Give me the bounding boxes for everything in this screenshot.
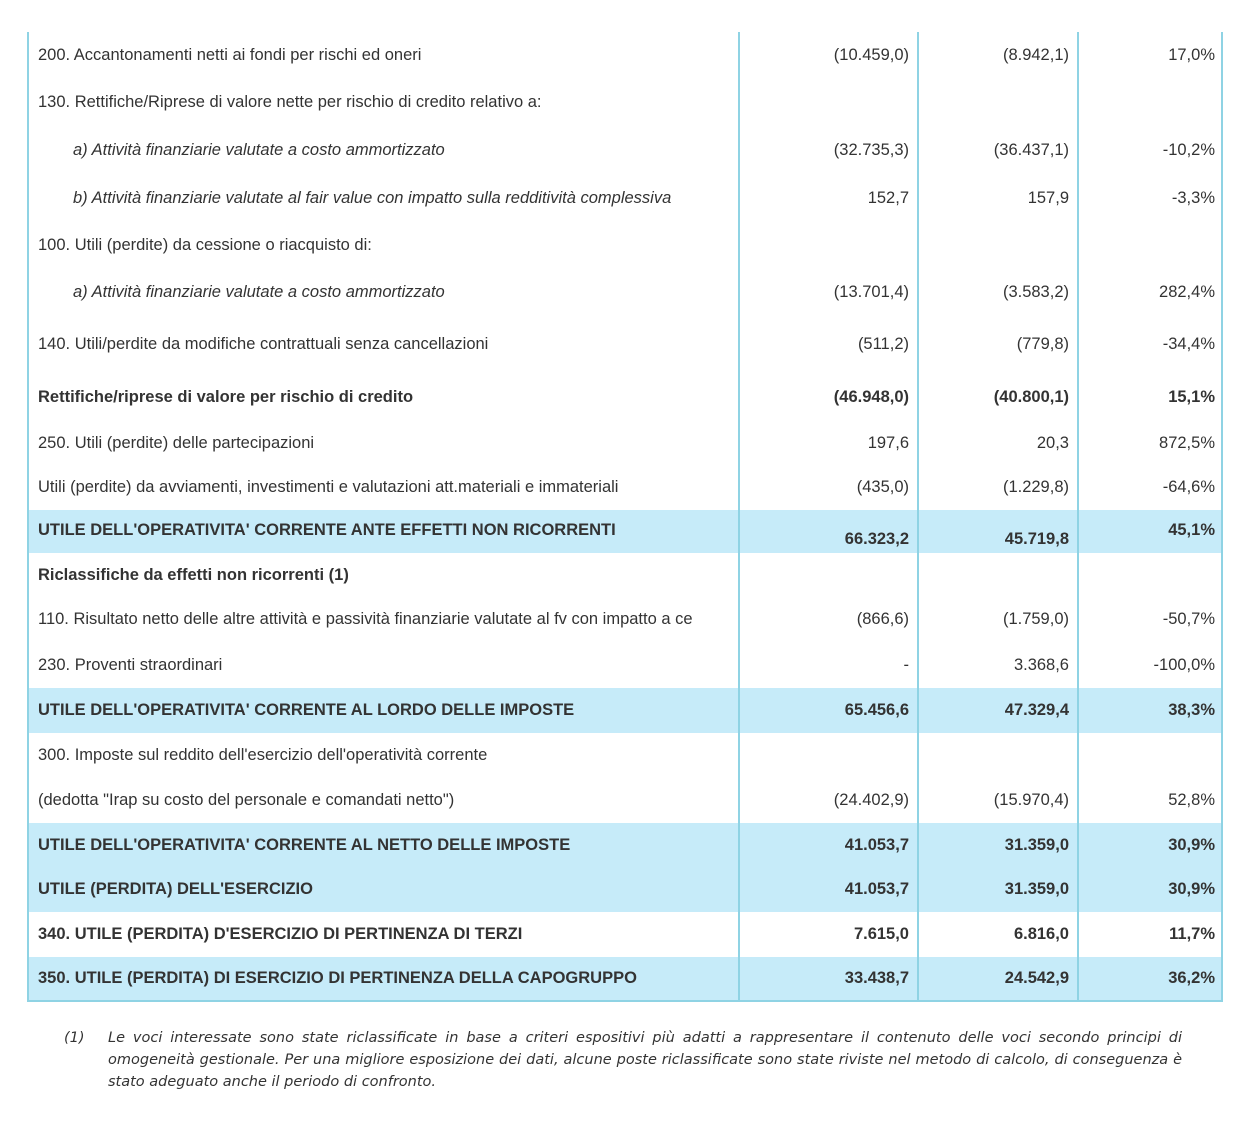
table-row-highlight — [29, 957, 1221, 1000]
table-row — [29, 372, 1221, 422]
value-col-2 — [919, 78, 1069, 126]
footnote-text: Le voci interessate sono state riclassificate in base a criteri espositivi più adatti a rappresentare il contenuto delle voci secondo principi di omogeneità gestionale. Per una migliore esposizione dei dati, alcune poste riclassificate sono state riviste nel metodo di calcolo, di conseguenza è stato adeguato anche il periodo di confronto. — [108, 1030, 1182, 1090]
row-label: UTILE DELL'OPERATIVITA' CORRENTE ANTE EFFETTI NON RICORRENTI — [38, 521, 616, 539]
value-col-2: (1.759,0) — [1002, 610, 1069, 628]
row-label: Riclassifiche da effetti non ricorrenti (1) — [38, 565, 349, 584]
value-col-2: 31.359,0 — [1004, 880, 1069, 898]
value-col-2: (1.229,8) — [1002, 477, 1069, 496]
value-col-3: -64,6% — [1162, 477, 1215, 496]
value-col-1: 41.053,7 — [844, 880, 909, 898]
value-col-1: (32.735,3) — [833, 140, 909, 159]
value-col-2 — [919, 553, 1069, 597]
value-col-1: (24.402,9) — [833, 791, 909, 809]
table-row — [29, 268, 1221, 316]
table-row — [29, 316, 1221, 372]
value-col-1: (511,2) — [857, 334, 909, 353]
value-col-1: (10.459,0) — [833, 45, 909, 64]
row-label: UTILE DELL'OPERATIVITA' CORRENTE AL LORDO DELLE IMPOSTE — [38, 701, 575, 719]
value-col-1: (46.948,0) — [833, 387, 909, 406]
table-row-highlight — [29, 510, 1221, 553]
table-row — [29, 642, 1221, 688]
table-row — [29, 912, 1221, 957]
value-col-2: (40.800,1) — [993, 387, 1069, 406]
row-label: a) Attività finanziarie valutate a costo ammortizzato — [73, 282, 445, 301]
value-col-3: 30,9% — [1168, 835, 1215, 854]
column-divider — [738, 32, 740, 1000]
value-col-3: 38,3% — [1168, 701, 1215, 719]
value-col-2: 157,9 — [1027, 188, 1069, 207]
table-row — [29, 222, 1221, 268]
row-label: Rettifiche/riprese di valore per rischio di credito — [38, 387, 414, 406]
value-col-2: (15.970,4) — [993, 791, 1069, 809]
row-label: 130. Rettifiche/Riprese di valore nette per rischio di credito relativo a: — [38, 92, 542, 111]
column-divider — [1077, 32, 1079, 1000]
row-label: UTILE (PERDITA) DELL'ESERCIZIO — [38, 880, 313, 898]
value-col-3: 36,2% — [1168, 969, 1215, 987]
row-label: 140. Utili/perdite da modifiche contrattuali senza cancellazioni — [38, 334, 489, 353]
value-col-1 — [739, 553, 909, 597]
table-row — [29, 174, 1221, 222]
value-col-2: (779,8) — [1016, 334, 1069, 353]
value-col-3 — [1079, 222, 1215, 268]
value-col-3: 17,0% — [1168, 45, 1215, 64]
row-label: 200. Accantonamenti netti ai fondi per rischi ed oneri — [38, 45, 422, 64]
value-col-1: 197,6 — [867, 433, 909, 452]
row-label: 350. UTILE (PERDITA) DI ESERCIZIO DI PERTINENZA DELLA CAPOGRUPPO — [38, 969, 637, 987]
table-row-highlight — [29, 688, 1221, 733]
value-col-3: -10,2% — [1162, 140, 1215, 159]
value-col-2: (8.942,1) — [1002, 45, 1069, 64]
row-label: b) Attività finanziarie valutate al fair value con impatto sulla redditività complessiva — [73, 188, 672, 207]
value-col-3: -100,0% — [1153, 655, 1215, 674]
value-col-2: 24.542,9 — [1004, 969, 1069, 987]
value-col-3: -50,7% — [1162, 610, 1215, 628]
table-row — [29, 32, 1221, 78]
value-col-2: 45.719,8 — [1004, 530, 1069, 548]
value-col-1: 65.456,6 — [844, 701, 909, 719]
value-col-2 — [919, 733, 1069, 778]
row-label: Utili (perdite) da avviamenti, investimenti e valutazioni att.materiali e immateriali — [38, 477, 619, 496]
table-row — [29, 422, 1221, 464]
table-row — [29, 126, 1221, 174]
value-col-3: -3,3% — [1171, 188, 1215, 207]
value-col-1: (866,6) — [856, 610, 909, 628]
value-col-3: 30,9% — [1168, 880, 1215, 898]
value-col-3: 872,5% — [1159, 433, 1215, 452]
value-col-1: - — [903, 655, 909, 674]
value-col-2: 20,3 — [1036, 433, 1069, 452]
value-col-2: 3.368,6 — [1013, 655, 1069, 674]
value-col-2: 47.329,4 — [1004, 701, 1069, 719]
value-col-1: 66.323,2 — [844, 530, 909, 548]
value-col-2: (36.437,1) — [993, 140, 1069, 159]
table-row — [29, 553, 1221, 597]
table-row-highlight — [29, 867, 1221, 912]
value-col-2 — [919, 222, 1069, 268]
value-col-1: 152,7 — [867, 188, 909, 207]
row-label: 100. Utili (perdite) da cessione o riacquisto di: — [38, 235, 372, 254]
column-divider — [917, 32, 919, 1000]
value-col-1: (13.701,4) — [833, 282, 909, 301]
value-col-3: -34,4% — [1162, 334, 1215, 353]
value-col-3 — [1079, 78, 1215, 126]
value-col-1: 33.438,7 — [844, 969, 909, 987]
value-col-2: 31.359,0 — [1004, 835, 1069, 854]
value-col-1: (435,0) — [856, 477, 909, 496]
table-row-highlight — [29, 823, 1221, 867]
row-label: (dedotta "Irap su costo del personale e comandati netto") — [38, 791, 455, 809]
table-row — [29, 597, 1221, 642]
row-label: UTILE DELL'OPERATIVITA' CORRENTE AL NETTO DELLE IMPOSTE — [38, 835, 571, 854]
row-label: 340. UTILE (PERDITA) D'ESERCIZIO DI PERTINENZA DI TERZI — [38, 925, 523, 943]
value-col-2: 6.816,0 — [1013, 925, 1069, 943]
footnote-marker: (1) — [64, 1030, 85, 1046]
row-label: 230. Proventi straordinari — [38, 655, 223, 674]
value-col-1: 41.053,7 — [844, 835, 909, 854]
value-col-1 — [739, 733, 909, 778]
value-col-3: 282,4% — [1159, 282, 1215, 301]
footnote — [64, 1027, 1182, 1093]
value-col-3: 11,7% — [1169, 925, 1215, 943]
value-col-3 — [1079, 553, 1215, 597]
row-label: 300. Imposte sul reddito dell'esercizio dell'operatività corrente — [38, 746, 488, 764]
table-row — [29, 733, 1221, 778]
table-row — [29, 78, 1221, 126]
value-col-3: 52,8% — [1168, 791, 1215, 809]
value-col-3 — [1079, 733, 1215, 778]
row-label: a) Attività finanziarie valutate a costo ammortizzato — [73, 140, 445, 159]
value-col-1 — [739, 78, 909, 126]
value-col-1 — [739, 222, 909, 268]
row-label: 110. Risultato netto delle altre attività e passività finanziarie valutate al fv con impatto a ce — [38, 610, 693, 628]
income-statement-table — [27, 32, 1223, 1002]
value-col-3: 45,1% — [1168, 521, 1215, 539]
value-col-2: (3.583,2) — [1002, 282, 1069, 301]
table-row — [29, 464, 1221, 510]
row-label: 250. Utili (perdite) delle partecipazioni — [38, 433, 315, 452]
value-col-1: 7.615,0 — [853, 925, 909, 943]
value-col-3: 15,1% — [1168, 387, 1215, 406]
table-row — [29, 778, 1221, 823]
